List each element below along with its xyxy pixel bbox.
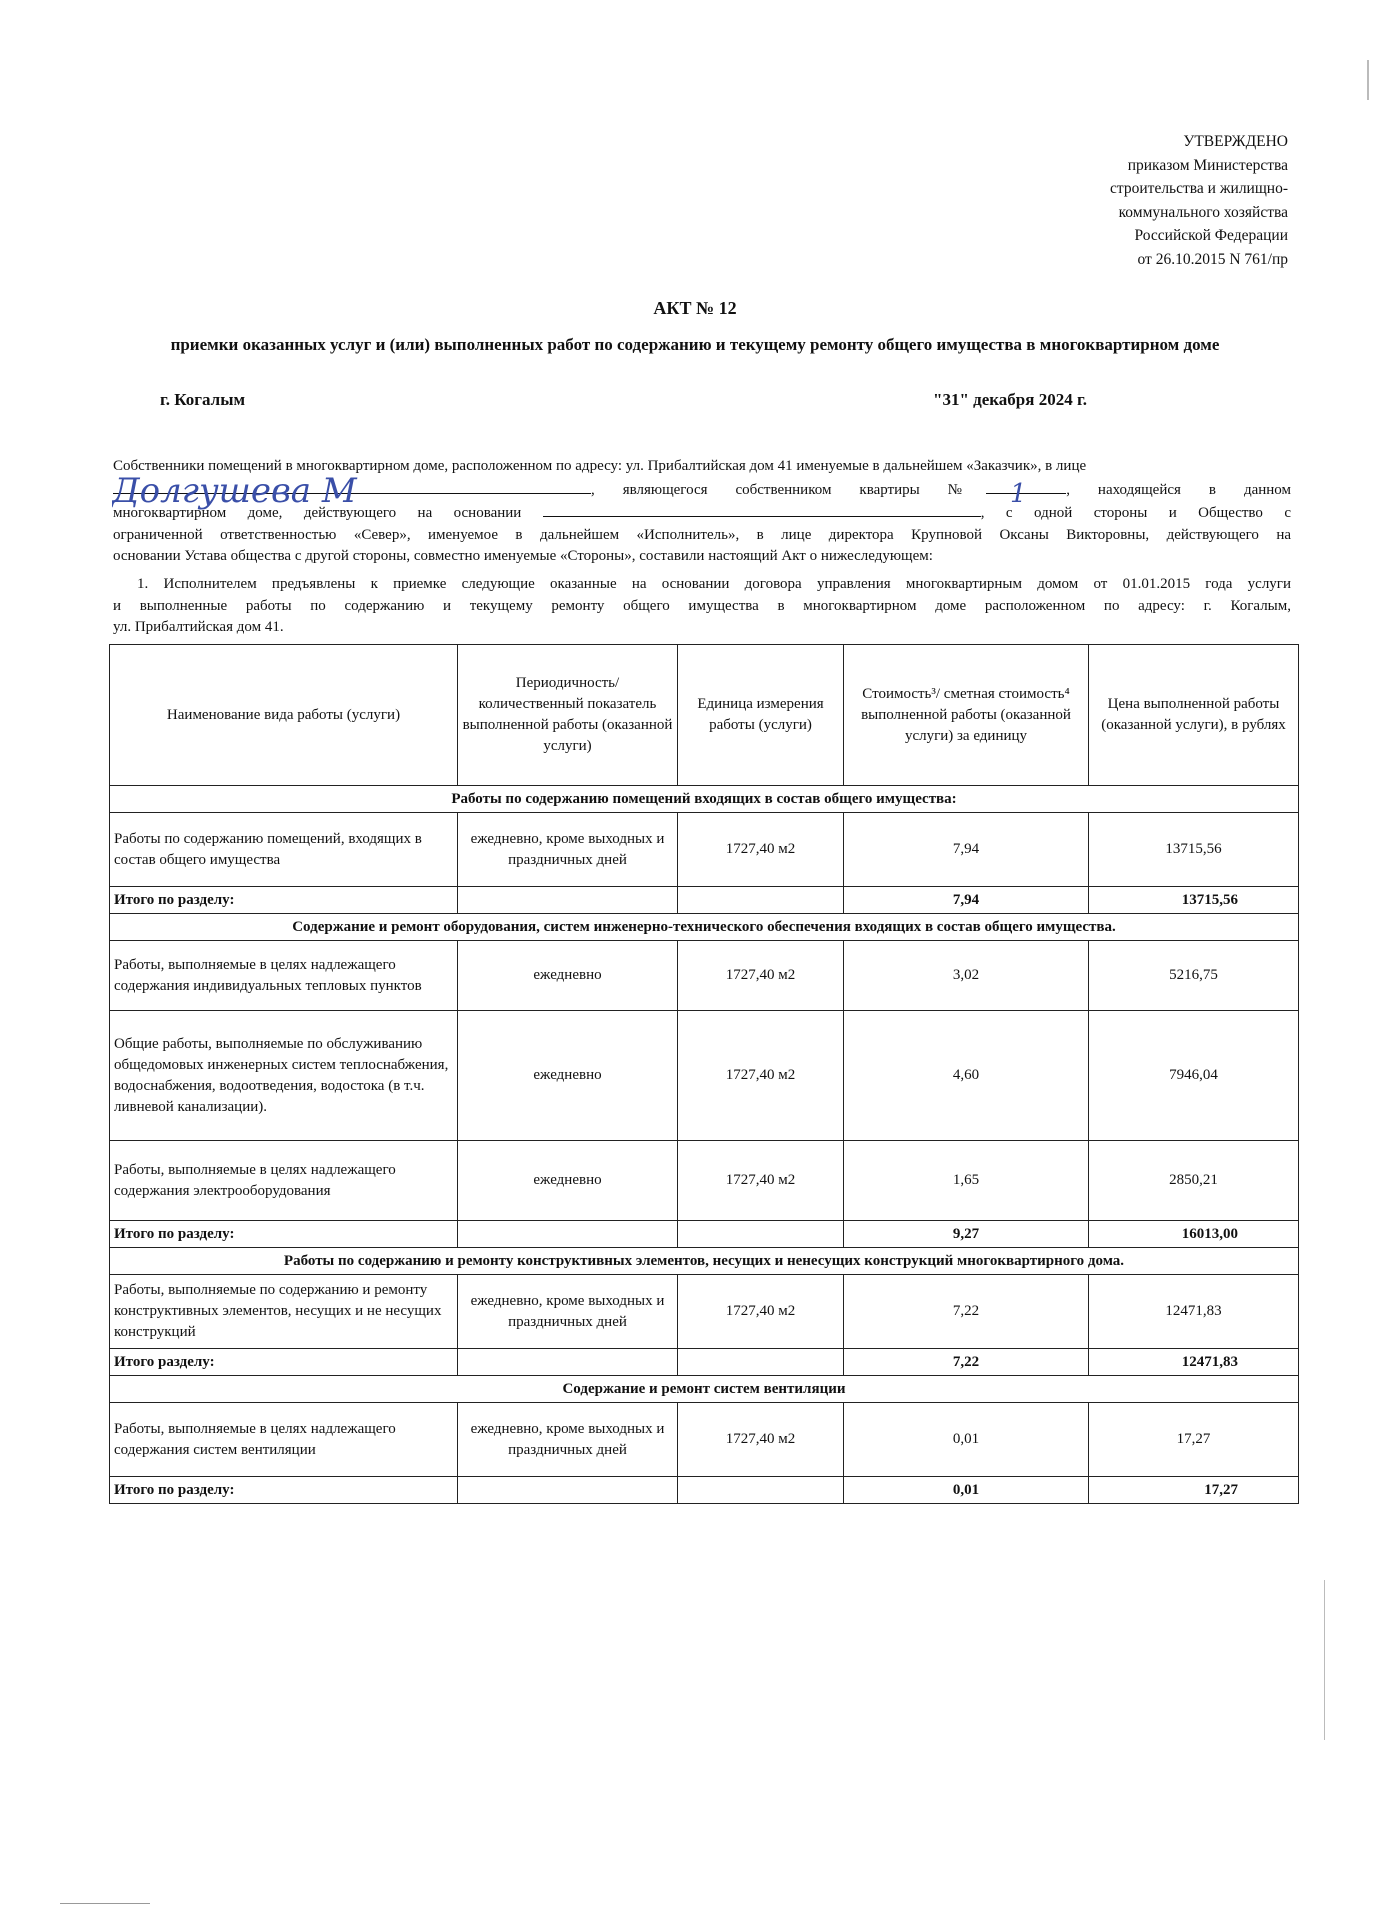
clause-1-line-2: и выполненные работы по содержанию и текущему ремонту общего имущества в многоквартирном доме расположенном по адресу: г. Когалым,	[113, 597, 1291, 614]
intro-line-2a: , являющегося собственником квартиры №	[591, 481, 987, 498]
approval-line: от 26.10.2015 N 761/пр	[1137, 250, 1288, 268]
table-header-row	[110, 645, 1299, 786]
table-row: Работы, выполняемые в целях надлежащего содержания индивидуальных тепловых пунктов ежедневно 1727,40 м2 3,02 5216,75	[110, 941, 1299, 1011]
header-unit-cost: Стоимость³/ сметная стоимость⁴ выполненной работы (оказанной услуги) за единицу	[844, 645, 1089, 786]
handwritten-signature	[112, 468, 472, 512]
header-work-name: Наименование вида работы (услуги)	[110, 645, 458, 786]
section-total-row: Итого по разделу: 7,94 13715,56	[110, 887, 1299, 914]
approval-line: УТВЕРЖДЕНО	[1183, 133, 1288, 150]
section-total-row: Итого по разделу: 0,01 17,27	[110, 1477, 1299, 1504]
act-place: г. Когалым	[160, 390, 246, 409]
intro-line-5: основании Устава общества с другой стороны, совместно именуемые «Стороны», составили настоящий Акт о нижеследующем:	[113, 548, 933, 564]
table-row: Работы, выполняемые в целях надлежащего содержания электрооборудования ежедневно 1727,40 м2 1,65 2850,21	[110, 1141, 1299, 1221]
basis-blank	[543, 501, 981, 517]
intro-line-2b: , находящейся в данном	[1066, 481, 1291, 498]
table-row: Работы, выполняемые по содержанию и ремонту конструктивных элементов, несущих и не несущих конструкций ежедневно, кроме выходных и праздничных дней 1727,40 м2 7,22 12471,83	[110, 1275, 1299, 1349]
act-subtitle: приемки оказанных услуг и (или) выполненных работ по содержанию и текущему ремонту общего имущества в многоквартирном доме	[170, 335, 1220, 354]
section-total-row: Итого разделу: 7,22 12471,83	[110, 1349, 1299, 1376]
section-row: Работы по содержанию и ремонту конструктивных элементов, несущих и ненесущих конструкций многоквартирного дома.	[110, 1248, 1299, 1275]
works-table	[109, 644, 1299, 1504]
clause-1-line-1: 1. Исполнителем предъявлены к приемке следующие оказанные на основании договора управления многоквартирным домом от 01.01.2015 года услуги	[137, 576, 1291, 592]
scan-artifact	[60, 1903, 150, 1904]
intro-line-3b: , с одной стороны и Общество с	[980, 505, 1291, 521]
approval-line: коммунального хозяйства	[1118, 203, 1288, 221]
act-date: "31" декабря 2024 г.	[933, 390, 1088, 409]
svg-text:1: 1	[1010, 479, 1027, 508]
table-row: Работы, выполняемые в целях надлежащего содержания систем вентиляции ежедневно, кроме выходных и праздничных дней 1727,40 м2 0,01 17,27	[110, 1403, 1299, 1477]
approval-line: Российской Федерации	[1134, 227, 1288, 244]
approval-line: строительства и жилищно-	[1110, 180, 1288, 197]
scan-artifact	[1367, 60, 1369, 100]
header-price: Цена выполненной работы (оказанной услуги), в рублях	[1089, 645, 1299, 786]
intro-line-3a: многоквартирном доме, действующего на основании	[113, 505, 522, 521]
clause-1	[113, 574, 1291, 639]
section-row: Работы по содержанию помещений входящих в состав общего имущества:	[110, 786, 1299, 813]
approval-stamp-text	[958, 130, 1288, 271]
handwritten-apartment-number	[1000, 478, 1040, 508]
scan-artifact	[1324, 1580, 1325, 1740]
intro-line-1: Собственники помещений в многоквартирном доме, расположенном по адресу: ул. Прибалтийская дом 41 именуемые в дальнейшем «Заказчик», в лице	[113, 458, 1087, 474]
act-title: АКТ № 12	[653, 298, 737, 318]
section-row: Содержание и ремонт оборудования, систем инженерно-технического обеспечения входящих в состав общего имущества.	[110, 914, 1299, 941]
clause-1-line-3: ул. Прибалтийская дом 41.	[113, 619, 284, 635]
approval-line: приказом Министерства	[1127, 156, 1288, 174]
table-row: Общие работы, выполняемые по обслуживанию общедомовых инженерных систем теплоснабжения, водоснабжения, водоотведения, водостока (в т.ч. ливневой канализации). ежедневно 1727,40 м2 4,60 7946,04	[110, 1011, 1299, 1141]
header-periodicity: Периодичность/ количественный показатель выполненной работы (оказанной услуги)	[458, 645, 678, 786]
header-unit: Единица измерения работы (услуги)	[678, 645, 844, 786]
signature-text: Долгушева М	[112, 471, 357, 511]
section-total-row: Итого по разделу: 9,27 16013,00	[110, 1221, 1299, 1248]
intro-line-4: ограниченной ответственностью «Север», именуемое в дальнейшем «Исполнитель», в лице директора Крупновой Оксаны Викторовны, действующего на	[113, 526, 1291, 543]
table-row: Работы по содержанию помещений, входящих в состав общего имущества ежедневно, кроме выходных и праздничных дней 1727,40 м2 7,94 13715,56	[110, 813, 1299, 887]
section-row: Содержание и ремонт систем вентиляции	[110, 1376, 1299, 1403]
